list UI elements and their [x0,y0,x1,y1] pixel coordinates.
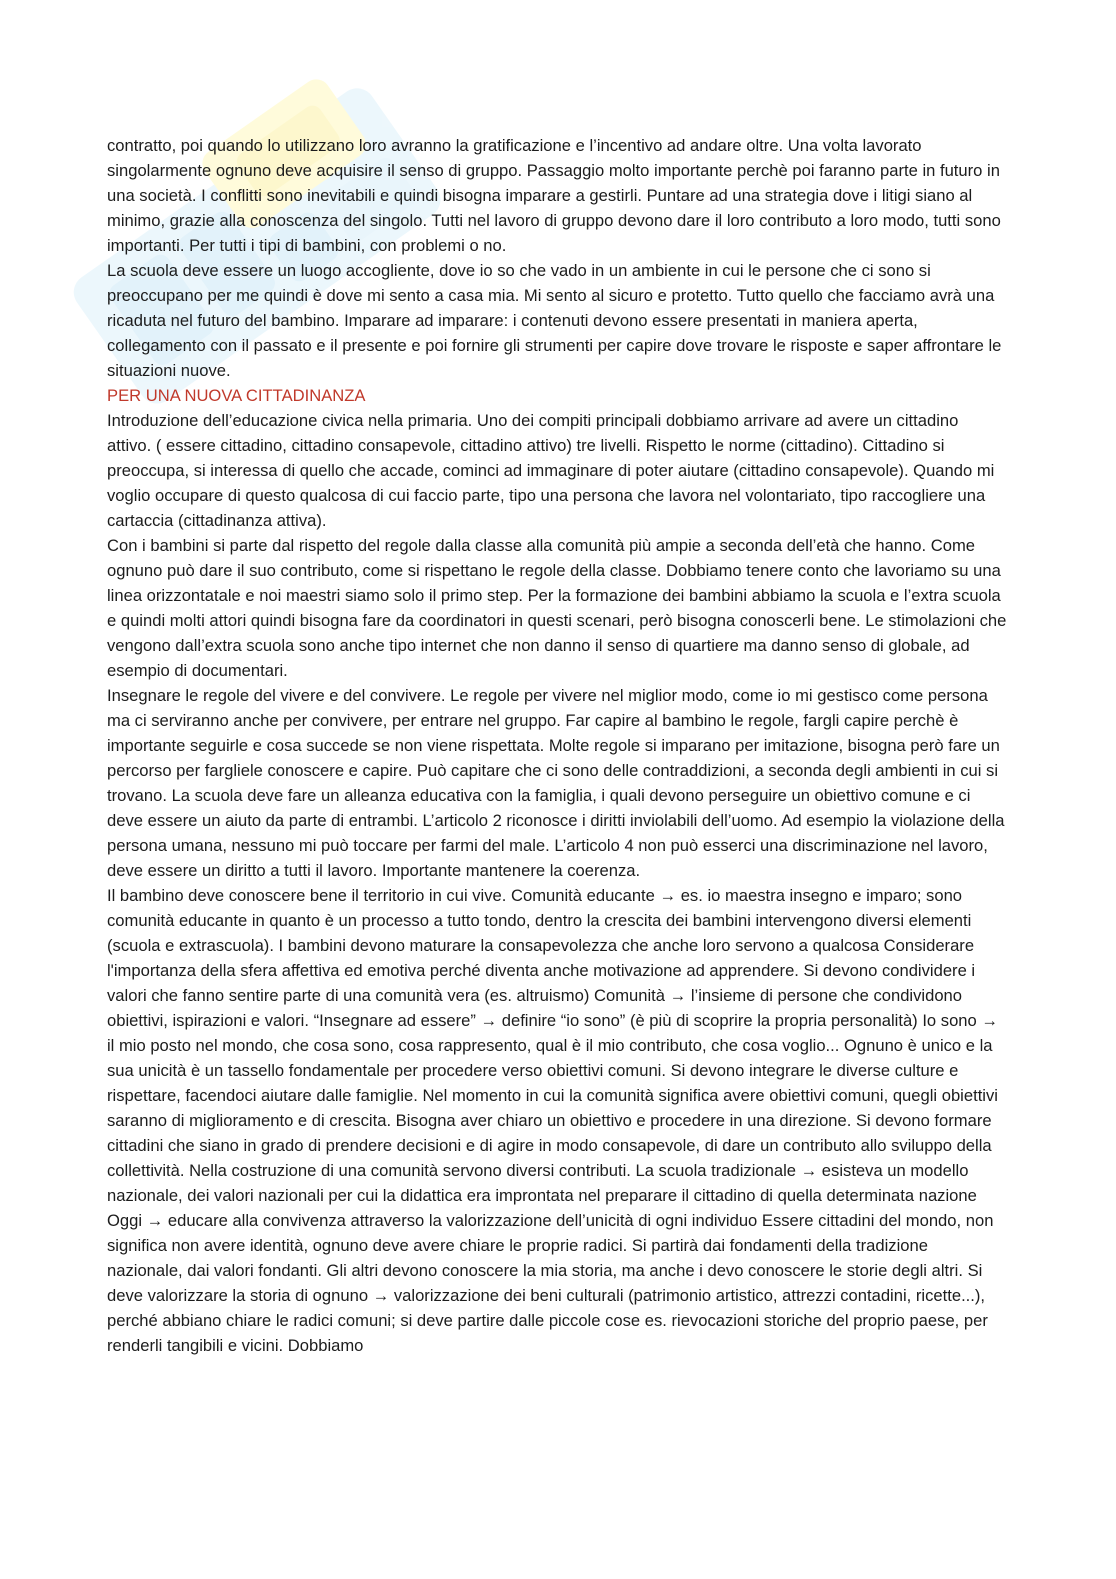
section-heading: PER UNA NUOVA CITTADINANZA [107,386,366,405]
paragraph-4: Con i bambini si parte dal rispetto del regole dalla classe alla comunità più ampie a seconda dell’età che hanno. Come ognuno può dare il suo contributo, come si rispettano le regole della classe. Dobbiamo tenere conto che lavoriamo su una linea orizzontatale e noi maestri siamo solo il primo step. Per la formazione dei bambini abbiamo la scuola e l’extra scuola e quindi molti attori quindi bisogna fare da coordinatori in questi scenari, però bisogna conoscerli bene. Le stimolazioni che vengono dall’extra scuola sono anche tipo internet che non danno il senso di quartiere ma danno senso di globale, ad esempio di documentari. [107,536,1007,680]
paragraph-5: Insegnare le regole del vivere e del convivere. Le regole per vivere nel miglior modo, come io mi gestisco come persona ma ci serviranno anche per convivere, per entrare nel gruppo. Far capire al bambino le regole, fargli capire perchè è importante seguirle e cosa succede se non viene rispettata. Molte regole si imparano per imitazione, bisogna però fare un percorso per fargliele conoscere e capire. Può capitare che ci sono delle contraddizioni, a seconda degli ambienti in cui si trovano. La scuola deve fare un alleanza educativa con la famiglia, i quali devono perseguire un obiettivo comune e ci deve essere un aiuto da parte di entrambi. L’articolo 2 riconosce i diritti inviolabili dell’uomo. Ad esempio la violazione della persona umana, nessuno mi può toccare per farmi del male. L’articolo 4 non può esserci una discriminazione nel lavoro, deve essere un diritto a tutti il lavoro. Importante mantenere la coerenza. [107,686,1005,880]
document-body [107,133,1007,1358]
paragraph-6: Il bambino deve conoscere bene il territorio in cui vive. Comunità educante → es. io maestra insegno e imparo; sono comunità educante in quanto è un processo a tutto tondo, dentro la crescita dei bambini intervengono diversi elementi (scuola e extrascuola). I bambini devono maturare la consapevolezza che anche loro servono a qualcosa Considerare l'importanza della sfera affettiva ed emotiva perché diventa anche motivazione ad apprendere. Si devono condividere i valori che fanno sentire parte di una comunità vera (es. altruismo) Comunità → l’insieme di persone che condividono obiettivi, ispirazioni e valori. “Insegnare ad essere” → definire “io sono” (è più di scoprire la propria personalità) Io sono → il mio posto nel mondo, che cosa sono, cosa rappresento, qual è il mio contributo, che cosa voglio... Ognuno è unico e la sua unicità è un tassello fondamentale per procedere verso obiettivi comuni. Si devono integrare le diverse culture e rispettare, facendoci aiutare dalle famiglie. Nel momento in cui la comunità significa avere obiettivi comuni, quegli obiettivi saranno di miglioramento e di crescita. Bisogna aver chiaro un obiettivo e procedere in una direzione. Si devono formare cittadini che siano in grado di prendere decisioni e di agire in modo consapevole, di dare un contributo allo sviluppo della collettività. Nella costruzione di una comunità servono diversi contributi. La scuola tradizionale → esisteva un modello nazionale, dei valori nazionali per cui la didattica era improntata nel preparare il cittadino di quella determinata nazione Oggi → educare alla convivenza attraverso la valorizzazione dell’unicità di ogni individuo Essere cittadini del mondo, non significa non avere identità, ognuno deve avere chiare le proprie radici. Si partirà dai fondamenti della tradizione nazionale, dai valori fondanti. Gli altri devono conoscere la mia storia, ma anche i devo conoscere le storie degli altri. Si deve valorizzare la storia di ognuno → valorizzazione dei beni culturali (patrimonio artistico, attrezzi contadini, ricette...), perché abbiano chiare le radici comuni; si deve partire dalle piccole cose es. rievocazioni storiche del proprio paese, per renderli tangibili e vicini. Dobbiamo [107,886,998,1355]
paragraph-2: La scuola deve essere un luogo accogliente, dove io so che vado in un ambiente in cui le persone che ci sono si preoccupano per me quindi è dove mi sento a casa mia. Mi sento al sicuro e protetto. Tutto quello che facciamo avrà una ricaduta nel futuro del bambino. Imparare ad imparare: i contenuti devono essere presentati in maniera aperta, collegamento con il passato e il presente e poi fornire gli strumenti per capire dove trovare le risposte e saper affrontare le situazioni nuove. [107,261,1002,380]
paragraph-1: contratto, poi quando lo utilizzano loro avranno la gratificazione e l’incentivo ad andare oltre. Una volta lavorato singolarmente ognuno deve acquisire il senso di gruppo. Passaggio molto importante perchè poi faranno parte in futuro in una società. I conflitti sono inevitabili e quindi bisogna imparare a gestirli. Puntare ad una strategia dove i litigi siano al minimo, grazie alla conoscenza del singolo. Tutti nel lavoro di gruppo devono dare il loro contributo a loro modo, tutti sono importanti. Per tutti i tipi di bambini, con problemi o no. [107,136,1001,255]
paragraph-3: Introduzione dell’educazione civica nella primaria. Uno dei compiti principali dobbiamo arrivare ad avere un cittadino attivo. ( essere cittadino, cittadino consapevole, cittadino attivo) tre livelli. Rispetto le norme (cittadino). Cittadino si preoccupa, si interessa di quello che accade, cominci ad immaginare di poter aiutare (cittadino consapevole). Quando mi voglio occupare di questo qualcosa di cui faccio parte, tipo una persona che lavora nel volontariato, tipo raccogliere una cartaccia (cittadinanza attiva). [107,411,995,530]
